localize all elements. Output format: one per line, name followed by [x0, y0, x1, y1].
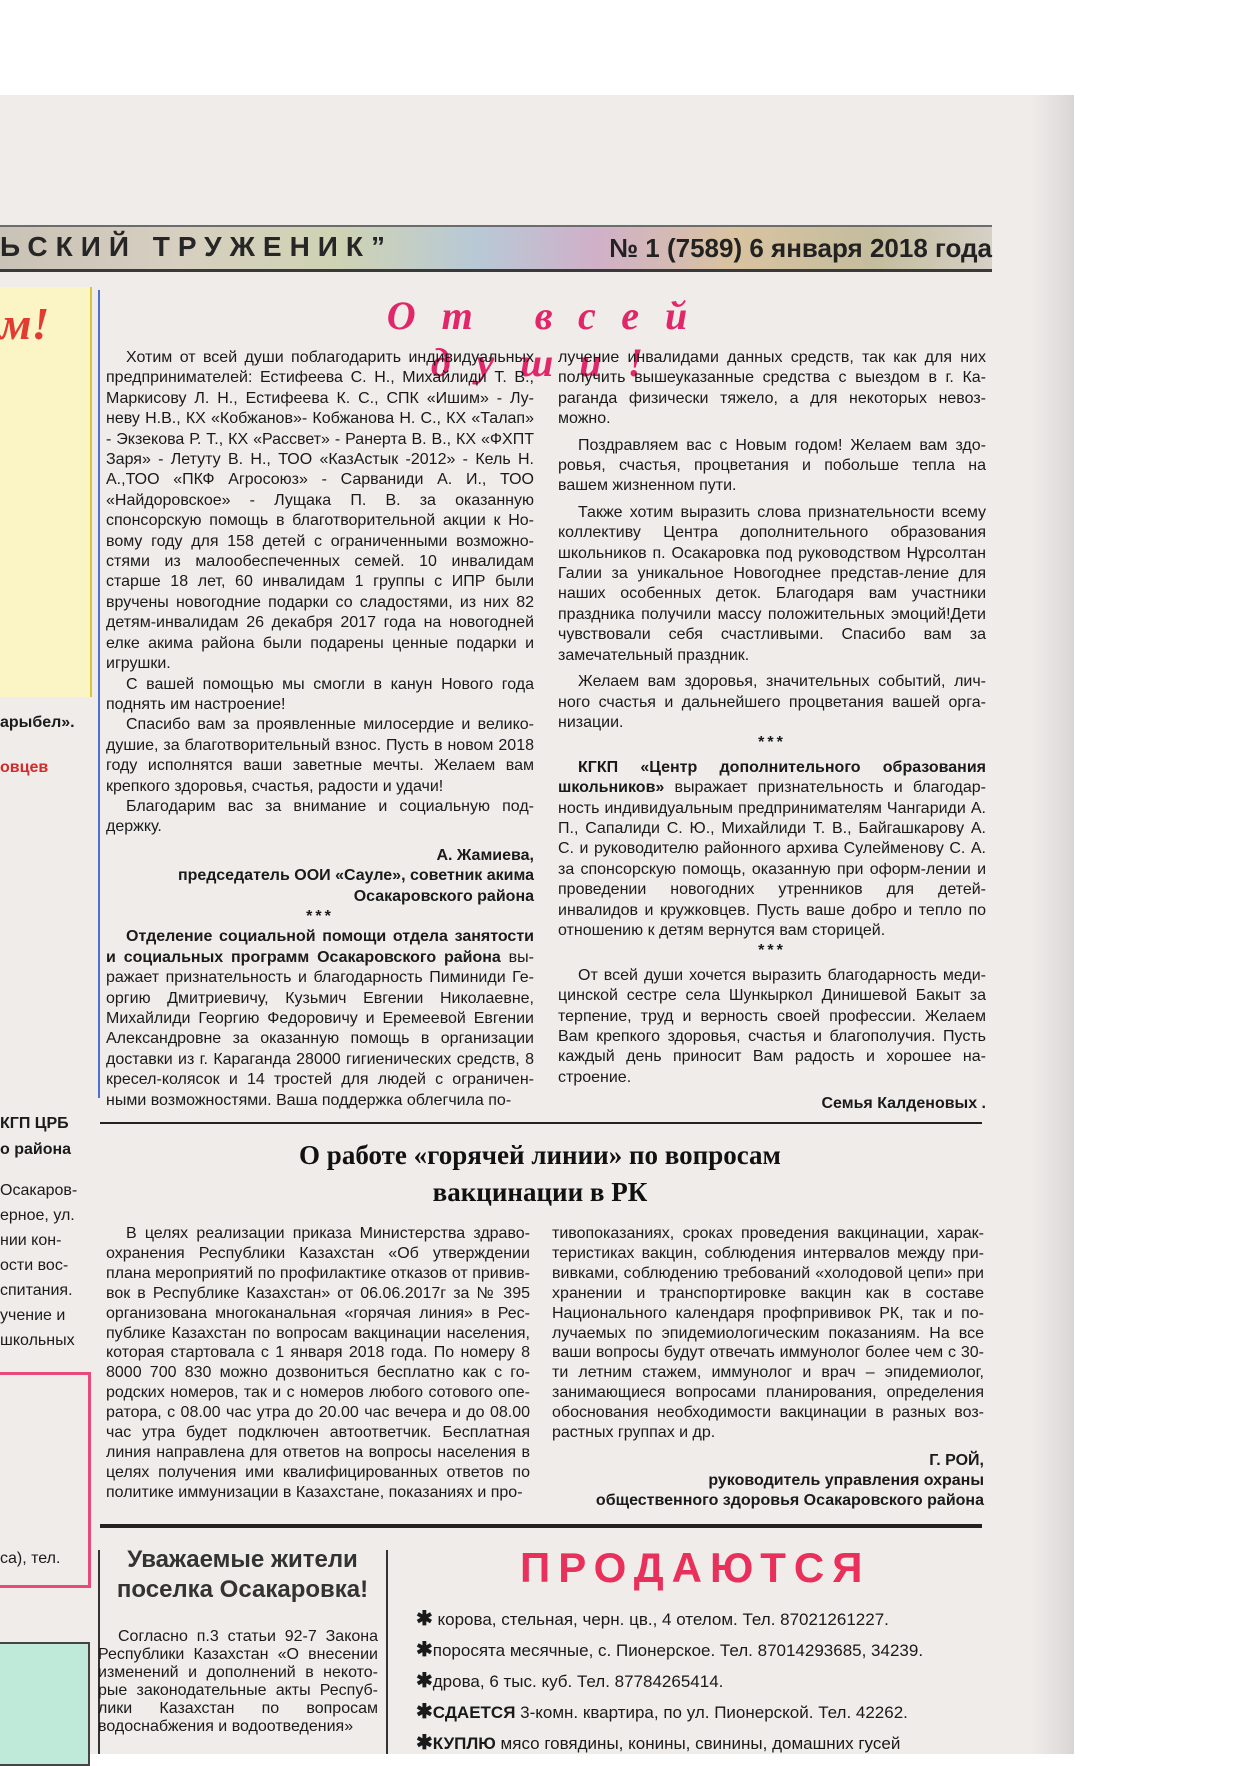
bullet-star-icon: ✱ — [416, 1732, 433, 1754]
left-fragment: КГП ЦРБ — [0, 1115, 69, 1132]
paragraph — [106, 927, 534, 1111]
left-fragment: ости вос- — [0, 1257, 69, 1274]
bullet-star-icon: ✱ — [416, 1608, 433, 1630]
paragraph: Также хотим выразить слова признательности всему коллективу Центра дополнительного образования школьников п. Осакаровка под руководством Нұрсолтан Галии за уникальное Новогоднее представ-ление для наших особенных деток. Благодаря вам участники праздника получили массу положительных эмоций!Дети чувствовали себя счастливыми. Спасибо вам за замечательный праздник. — [558, 503, 986, 664]
ad-keyword: КУПЛЮ — [432, 1734, 496, 1753]
ad-item — [416, 1604, 996, 1635]
signature-role: председатель ООИ «Сауле», советник акима Осакаровского района — [177, 867, 534, 905]
left-fragment: арыбел». — [0, 714, 75, 731]
ad-text: поросята месячные, с. Пионерское. Тел. 87014293685, 34239. — [432, 1641, 924, 1660]
green-box — [0, 1642, 90, 1766]
paragraph: В целях реализации приказа Министерства здраво-охранения Республики Казахстан «Об утверждении плана мероприятий по профилактике отказов от привив-вок в Республике Казахстан» от 06.06.2017г за № 395 организована многоканальная «горячая линия» в Рес-публике Казахстан по вопросам вакцинации населения, которая стартовала с 1 января 2018 года. По номеру 8 8000 700 830 можно дозвониться бесплатно как с го-родских номеров, так и с номеров любого сотового опе-ратора, с 08.00 час утра до 20.00 час вечера и до 08.00 час утра будет подключен автоответчик. Бесплатная линия направлена для ответов на вопросы населения в целях получения ими квалифицированных ответов по политике иммунизации в Казахстане, показаниях и про- — [106, 1225, 530, 1501]
notice-title-line: Уважаемые жители — [127, 1546, 358, 1573]
paragraph: Поздравляем вас с Новым годом! Желаем вам здо-ровья, счастья, процветания и побольше тепла на вашем жизненном пути. — [558, 436, 986, 495]
ad-text: дрова, 6 тыс. куб. Тел. 87784265414. — [432, 1672, 724, 1691]
paragraph: тивопоказаниях, сроках проведения вакцинации, харак-теристиках вакцин, соблюдения интервалов между при-вивками, соблюдению требований «холодовой цепи» при хранении и транспортировке вакцин как в составе Национального календаря профпрививок РК, так и по-лучаемых по эпидемиологическим показаниям. На все ваши вопросы будут отвечать иммунолог более чем с 30-ти летним стажем, иммунолог и врач – эпидемиолог, занимающиеся вопросами планирования, определения обоснования необходимости вакцинации в разных воз-растных группах и др. — [552, 1225, 984, 1442]
paragraph: Согласно п.3 статьи 92-7 Закона Республики Казахстан «О внесении изменений и дополнений в некото-рые законодательные акты Респуб-лики Казахстан по вопросам водоснабжения и водоотведения» — [98, 1628, 378, 1735]
ad-text: 3-комн. квартира, по ул. Пионерской. Тел. 42262. — [515, 1703, 908, 1722]
article-divider — [100, 1122, 982, 1124]
page-fold-shadow — [1030, 95, 1072, 1754]
signature-role: общественного здоровья Осакаровского района — [595, 1491, 984, 1509]
ad-item — [416, 1697, 996, 1728]
ad-text: мясо говядины, конины, свинины, домашних гусей — [495, 1734, 901, 1753]
lead-text: КГКП «Центр дополнительного образования школьников» — [558, 758, 986, 797]
column-divider — [98, 290, 100, 1098]
paragraph — [558, 758, 986, 942]
ad-item — [416, 1728, 996, 1759]
signature-role: руководитель управления охраны — [708, 1471, 984, 1489]
paragraph: Благодарим вас за внимание и социальную под-держку. — [106, 797, 534, 836]
separator-stars: *** — [306, 907, 334, 925]
issue-date: № 1 (7589) 6 января 2018 года — [609, 233, 992, 263]
headline-line: О работе «горячей линии» по вопросам — [299, 1140, 781, 1170]
left-fragment: о района — [0, 1141, 72, 1158]
notice-title-line: поселка Осакаровка! — [116, 1576, 369, 1603]
signature-name: Г. РОЙ, — [929, 1451, 984, 1469]
signature-name: А. Жамиева, — [436, 846, 534, 864]
notice-body — [98, 1628, 378, 1736]
ad-item — [416, 1635, 996, 1666]
left-fragment: спитания. — [0, 1282, 73, 1299]
paragraph: От всей души хочется выразить благодарность меди-цинской сестре села Шункыркол Динишевой Бакыт за терпение, труд и верность своей профессии. Желаем Вам крепкого здоровья, счастья и благополучия. Пусть каждый день приносит Вам радость и хорошее на-строение. — [558, 966, 986, 1086]
classified-ads — [416, 1604, 996, 1759]
left-fragment: ерное, ул. — [0, 1207, 75, 1224]
article-column-1 — [106, 348, 534, 1111]
left-fragment: учение и — [0, 1307, 66, 1324]
hotline-headline — [110, 1137, 970, 1211]
left-fragment: нии кон- — [0, 1232, 62, 1249]
left-fragment: са), тел. — [0, 1550, 61, 1567]
notice-title — [110, 1545, 375, 1605]
ads-title: ПРОДАЮТСЯ — [520, 1544, 871, 1591]
body-text: вы-ражает признательность и благодарность Пиминиди Ге-оргию Дмитриевичу, Кузьмич Евгении Николаевне, Михайлиди Георгию Федоровичу и Еремеевой Евгении Александровне за оказанную помощь в организации доставки из г. Караганда 28000 гигиенических средств, 8 кресел-колясок и 14 тростей для людей с ограничен-ными возможностями. Ваша поддержка облегчила по- — [106, 948, 534, 1109]
paragraph: Желаем вам здоровья, значительных событий, лич-ного счастья и дальнейшего процветания вашей орга-низации. — [558, 673, 986, 731]
ad-text: корова, стельная, черн. цв., 4 отелом. Тел. 87021261227. — [432, 1610, 889, 1629]
left-fragment: школьных — [0, 1332, 75, 1349]
yellow-box — [0, 287, 92, 697]
ad-item — [416, 1666, 996, 1697]
lead-text: Отделение социальной помощи отдела занятости и социальных программ Осакаровского района — [106, 928, 534, 966]
hotline-column-1 — [106, 1224, 530, 1503]
bullet-star-icon: ✱ — [416, 1639, 433, 1661]
left-partial-column — [0, 287, 92, 1757]
headline-line: вакцинации в РК — [432, 1177, 648, 1207]
bullet-star-icon: ✱ — [416, 1701, 433, 1723]
bullet-star-icon: ✱ — [416, 1670, 433, 1692]
paragraph: Хотим от всей души поблагодарить индивидуальных предпринимателей: Естифеева С. Н., Михайлиди Т. В., Маркисову Л. Н., Естифеева К. С., СПК «Ишим» - Лу-неву Н.В., КХ «Кобжанов»- Кобжанова Н. С., КХ «Талап» - Экзекова Р. Т., КХ «Рассвет» - Ранерта В. В., КХ «ФХПТ Заря» - Летуту В. Н., ТОО «КазАстык -2012» - Кель Н. А.,ТОО «ПКФ Агросоюз» - Сарваниди А. И., ТОО «Найдоровское» - Лущака П. В. за оказанную спонсорскую помощь в благотворительной акции к Но-вому году для 158 детей с ограниченными возможно-стями из малообеспеченных семей. 10 инвалидам старше 18 лет, 60 инвалидам 1 группы с ИПР были вручены новогодние подарки со сладостями, из них 82 детям-инвалидам 26 декабря 2017 года на новогодней елке акима района были подарены ценные подарки и игрушки. — [106, 349, 534, 673]
cut-headline: м! — [0, 298, 50, 349]
article-title: От всей души! — [386, 293, 714, 385]
hotline-column-2 — [552, 1224, 984, 1511]
article-column-2 — [558, 348, 986, 1115]
paragraph: лучение инвалидами данных средств, так как для них получить вышеуказанные средства с выездом в г. Ка-раганда физически тяжело, а для некоторых невоз-можно. — [558, 349, 986, 428]
left-fragment: Осакаров- — [0, 1182, 78, 1199]
paragraph: С вашей помощью мы смогли в канун Нового года поднять им настроение! — [106, 675, 534, 713]
separator-stars: *** — [758, 734, 786, 752]
separator-stars: *** — [758, 942, 786, 960]
newspaper-name: ЬСКИЙ ТРУЖЕНИК” — [0, 231, 394, 262]
masthead-band — [0, 225, 992, 272]
body-text: выражает признательность и благодар-ность индивидуальным предпринимателям Чангариди А. П., Сапалиди С. Ю., Михайлиди Т. В., Байгашкарову А. С. и руководителю районного архива Сулейменову С. А. за спонсорскую помощь, оказанную при оформ-лении и проведении новогодних утренников для детей-инвалидов и кружковцев. Пусть ваше добро и тепло по отношению к детям вернутся вам сторицей. — [558, 779, 986, 939]
left-fragment: овцев — [0, 759, 49, 776]
section-divider — [100, 1524, 982, 1528]
column-divider — [386, 1550, 388, 1754]
signature: Семья Калденовых . — [821, 1095, 986, 1113]
ad-keyword: СДАЕТСЯ — [432, 1703, 516, 1722]
paragraph: Спасибо вам за проявленные милосердие и велико-душие, за благотворительный взнос. Пусть в новом 2018 году исполнятся ваши заветные мечты. Желаем вам крепкого здоровья, счастья, радости и удачи! — [106, 716, 534, 795]
